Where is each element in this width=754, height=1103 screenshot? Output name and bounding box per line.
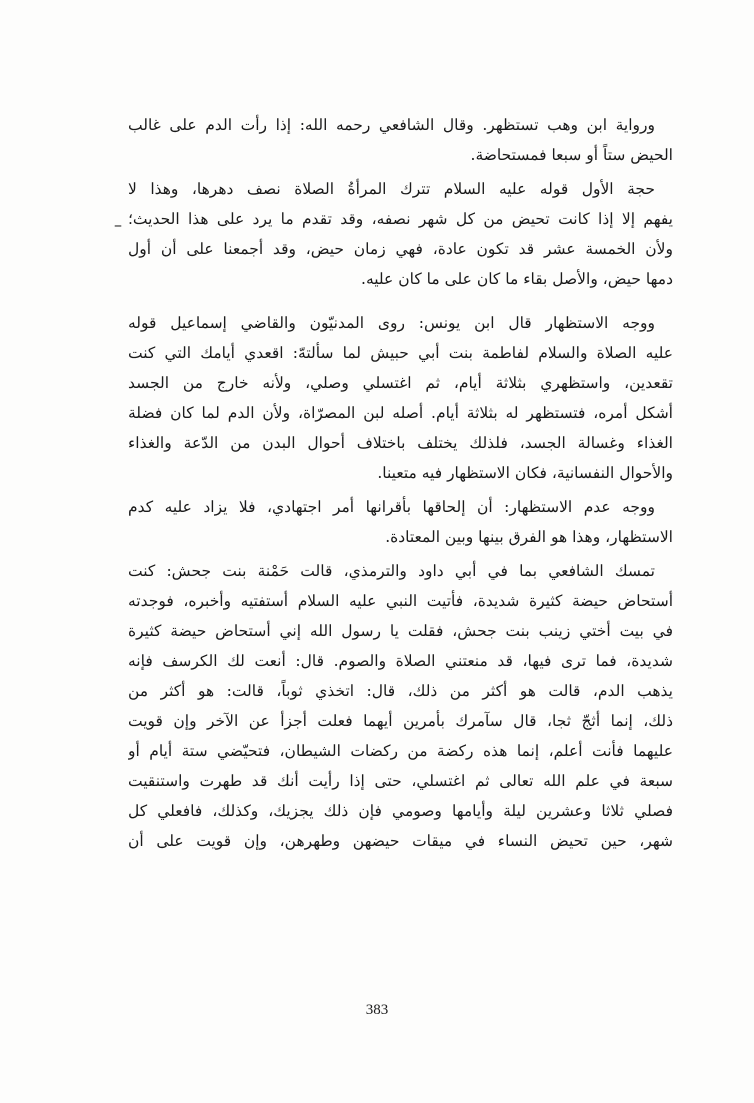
text-line: يذهب الدم، قالت هو أكثر من ذلك، قال: اتخذي ثوباً، قالت: هو أكثر من (128, 682, 673, 700)
text-line: ولأن الخمسة عشر قد تكون عادة، فهي زمان حيض، وقد أجمعنا على أن أول (128, 240, 673, 258)
text-line: الحيض ستاً أو سبعا فمستحاضة. (470, 146, 673, 164)
text-line: أشكل أمره، فتستظهر له بثلاثة أيام. أصله لبن المصرّاة، ولأن الدم لما كان فضلة (128, 404, 673, 422)
text-line: عليهما فأنت أعلم، إنما هذه ركضة من ركضات الشيطان، فتحيّضي ستة أيام أو (128, 742, 673, 760)
text-line: دمها حيض، والأصل بقاء ما كان على ما كان عليه. (361, 270, 673, 288)
text-line: يفهم إلا إذا كانت تحيض من كل شهر نصفه، وقد تقدم ما يرد على هذا الحديث؛ (128, 210, 673, 228)
page-number: 383 (365, 1002, 389, 1018)
text-line: ورواية ابن وهب تستظهر. وقال الشافعي رحمه الله: إذا رأت الدم على غالب (128, 116, 655, 134)
text-line: ووجه الاستظهار قال ابن يونس: روى المدنيّون والقاضي إسماعيل قوله (128, 314, 655, 332)
text-line: تقعدين، واستظهري بثلاثة أيام، ثم اغتسلي وصلي، ولأنه خارج من الجسد (128, 374, 673, 392)
text-line: ذلك، إنما أثجّ ثجا، قال سآمرك بأمرين أيهما فعلت أجزأ عن الآخر وإن قويت (128, 712, 673, 730)
text-line: تمسك الشافعي بما في أبي داود والترمذي، قالت حَمْنة بنت جحش: كنت (128, 562, 655, 580)
paragraph-1 (128, 110, 673, 170)
text-line: عليه الصلاة والسلام لفاطمة بنت أبي حبيش لما سألتهّ: اقعدي أيامك التي كنت (128, 344, 673, 362)
margin-mark: – (114, 215, 122, 234)
text-line: الاستظهار، وهذا هو الفرق بينها وبين المعتادة. (385, 528, 673, 546)
text-line: فصلي ثلاثا وعشرين ليلة وأيامها وصومي فإن ذلك يجزيك، وكذلك، فافعلي كل (128, 802, 673, 820)
body-text (128, 110, 673, 856)
paragraph-2 (128, 174, 673, 294)
paragraph-5 (128, 556, 673, 856)
text-line: شهر، حين تحيض النساء في ميقات حيضهن وطهرهن، وإن قويت على أن (128, 832, 673, 850)
text-line: والأحوال النفسانية، فكان الاستظهار فيه متعينا. (377, 464, 673, 482)
text-line: حجة الأول قوله عليه السلام تترك المرأةُ الصلاة نصف دهرها، وهذا لا (128, 180, 655, 198)
text-line: سبعة في علم الله تعالى ثم اغتسلي، حتى إذا رأيت أنك قد طهرت واستنقيت (128, 772, 673, 790)
paragraph-4 (128, 492, 673, 552)
text-line: ووجه عدم الاستظهار: أن إلحاقها بأقرانها أمر اجتهادي، فلا يزاد عليه كدم (128, 498, 655, 516)
text-line: شديدة، فما ترى فيها، قد منعتني الصلاة والصوم. قال: أنعت لك الكرسف فإنه (128, 652, 673, 670)
text-line: أستحاض حيضة كثيرة شديدة، فأتيت النبي عليه السلام أستفتيه وأخبره، فوجدته (128, 592, 673, 610)
text-line: في بيت أختي زينب بنت جحش، فقلت يا رسول الله إني أستحاض حيضة كثيرة (128, 622, 673, 640)
paragraph-3 (128, 308, 673, 488)
text-line: الغذاء وغسالة الجسد، فلذلك يختلف باختلاف أحوال البدن من الدّعة والغذاء (128, 434, 673, 452)
